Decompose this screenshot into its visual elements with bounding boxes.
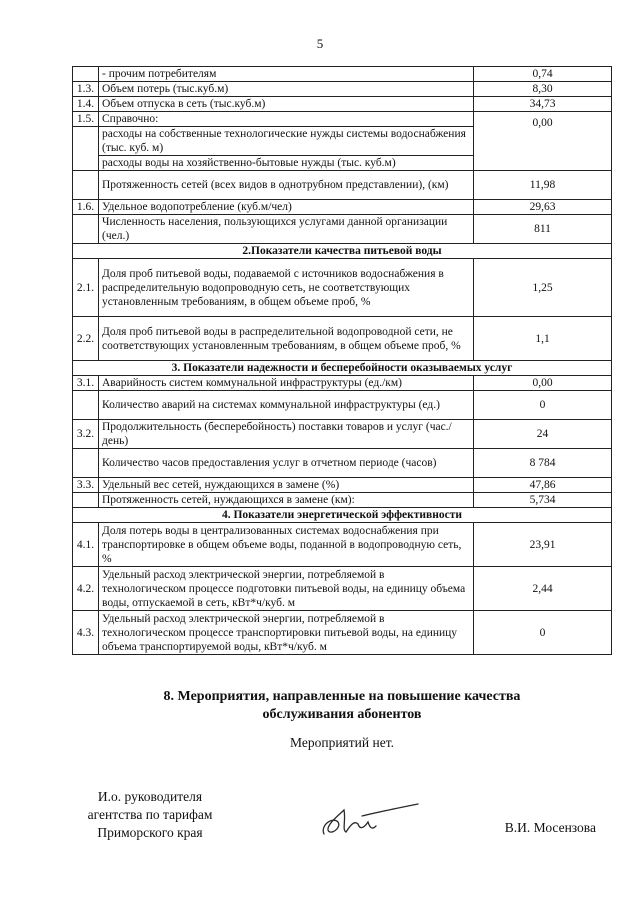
table-row <box>73 200 612 215</box>
row-value: 0,00 <box>474 112 612 171</box>
row-label: Объем отпуска в сеть (тыс.куб.м) <box>99 97 474 112</box>
row-label: Доля проб питьевой воды в распределительной водопроводной сети, не соответствующих установленным требованиям, в общем объеме проб, % <box>99 317 474 361</box>
row-label: Доля проб питьевой воды, подаваемой с источников водоснабжения в распределительную водопроводную сеть, не соответствующих установленным требованиям, в общем объеме проб, % <box>99 259 474 317</box>
row-label: Количество часов предоставления услуг в отчетном периоде (часов) <box>99 449 474 478</box>
row-label: Протяженность сетей (всех видов в однотрубном представлении), (км) <box>99 171 474 200</box>
row-value: 2,44 <box>474 567 612 611</box>
row-value: 0 <box>474 391 612 420</box>
row-number: 4.3. <box>73 611 99 655</box>
row-number: 1.5. <box>73 112 99 127</box>
row-label: расходы воды на хозяйственно-бытовые нужды (тыс. куб.м) <box>99 156 474 171</box>
row-label: Протяженность сетей, нуждающихся в замене (км): <box>99 493 474 508</box>
row-label: Удельный расход электрической энергии, потребляемой в технологическом процессе транспортировки питьевой воды, на единицу объема транспортируемой воды, кВт*ч/куб. м <box>99 611 474 655</box>
table-row <box>73 112 612 127</box>
signatory-line: И.о. руководителя <box>97 789 203 804</box>
row-value: 8,30 <box>474 82 612 97</box>
table-row <box>73 449 612 478</box>
table-row <box>73 82 612 97</box>
row-number: 3.1. <box>73 376 99 391</box>
table-row <box>73 171 612 200</box>
section-8-title-line: обслуживания абонентов <box>262 707 422 722</box>
table-row <box>73 215 612 244</box>
row-value: 47,86 <box>474 478 612 493</box>
row-label: Справочно: <box>99 112 474 127</box>
section-title: 3. Показатели надежности и бесперебойности оказываемых услуг <box>73 361 612 376</box>
handwritten-signature <box>318 800 428 844</box>
table-row <box>73 567 612 611</box>
table-row <box>73 420 612 449</box>
table-row <box>73 391 612 420</box>
section-title: 2.Показатели качества питьевой воды <box>73 244 612 259</box>
signatory-block <box>60 788 240 842</box>
row-number: 1.6. <box>73 200 99 215</box>
section-8-heading <box>72 688 612 724</box>
row-label: расходы на собственные технологические нужды системы водоснабжения (тыс. куб. м) <box>99 127 474 156</box>
signatory-line: Приморского края <box>97 825 203 840</box>
table-row <box>73 523 612 567</box>
table-row <box>73 611 612 655</box>
row-label: - прочим потребителям <box>99 67 474 82</box>
row-value: 0,74 <box>474 67 612 82</box>
row-number <box>73 67 99 82</box>
row-number: 3.2. <box>73 420 99 449</box>
row-value: 811 <box>474 215 612 244</box>
row-value: 29,63 <box>474 200 612 215</box>
row-number: 2.2. <box>73 317 99 361</box>
page-number: 5 <box>316 36 324 51</box>
row-value: 24 <box>474 420 612 449</box>
signer-name: В.И. Мосензова <box>504 820 596 835</box>
table-row <box>73 493 612 508</box>
row-label: Продолжительность (бесперебойность) поставки товаров и услуг (час./день) <box>99 420 474 449</box>
row-label: Удельный расход электрической энергии, потребляемой в технологическом процессе подготовки питьевой воды, на единицу объема воды, отпускаемой в сеть, кВт*ч/куб. м <box>99 567 474 611</box>
table-row <box>73 97 612 112</box>
row-value: 0,00 <box>474 376 612 391</box>
row-value: 23,91 <box>474 523 612 567</box>
section-8-title-line: 8. Мероприятия, направленные на повышение качества <box>163 689 521 704</box>
row-number: 4.1. <box>73 523 99 567</box>
row-value: 8 784 <box>474 449 612 478</box>
row-number: 4.2. <box>73 567 99 611</box>
row-label: Объем потерь (тыс.куб.м) <box>99 82 474 97</box>
row-number: 3.3. <box>73 478 99 493</box>
row-value: 0 <box>474 611 612 655</box>
row-label: Количество аварий на системах коммунальной инфраструктуры (ед.) <box>99 391 474 420</box>
section-8-note: Мероприятий нет. <box>290 735 394 750</box>
table-row <box>73 67 612 82</box>
table-row <box>73 259 612 317</box>
signatory-line: агентства по тарифам <box>87 807 213 822</box>
section-header <box>73 244 612 259</box>
row-value: 1,1 <box>474 317 612 361</box>
table-row <box>73 317 612 361</box>
row-label: Доля потерь воды в централизованных системах водоснабжения при транспортировке в общем объеме воды, поданной в водопроводную сеть, % <box>99 523 474 567</box>
row-value: 1,25 <box>474 259 612 317</box>
row-label: Аварийность систем коммунальной инфраструктуры (ед./км) <box>99 376 474 391</box>
indicators-table <box>72 66 612 655</box>
table-row <box>73 478 612 493</box>
table-row <box>73 376 612 391</box>
row-label: Удельный вес сетей, нуждающихся в замене (%) <box>99 478 474 493</box>
row-number: 2.1. <box>73 259 99 317</box>
section-header <box>73 361 612 376</box>
row-label: Удельное водопотребление (куб.м/чел) <box>99 200 474 215</box>
section-header <box>73 508 612 523</box>
row-value: 5,734 <box>474 493 612 508</box>
row-label: Численность населения, пользующихся услугами данной организации (чел.) <box>99 215 474 244</box>
section-title: 4. Показатели энергетической эффективности <box>73 508 612 523</box>
row-value: 11,98 <box>474 171 612 200</box>
row-number: 1.4. <box>73 97 99 112</box>
row-value: 34,73 <box>474 97 612 112</box>
row-number: 1.3. <box>73 82 99 97</box>
